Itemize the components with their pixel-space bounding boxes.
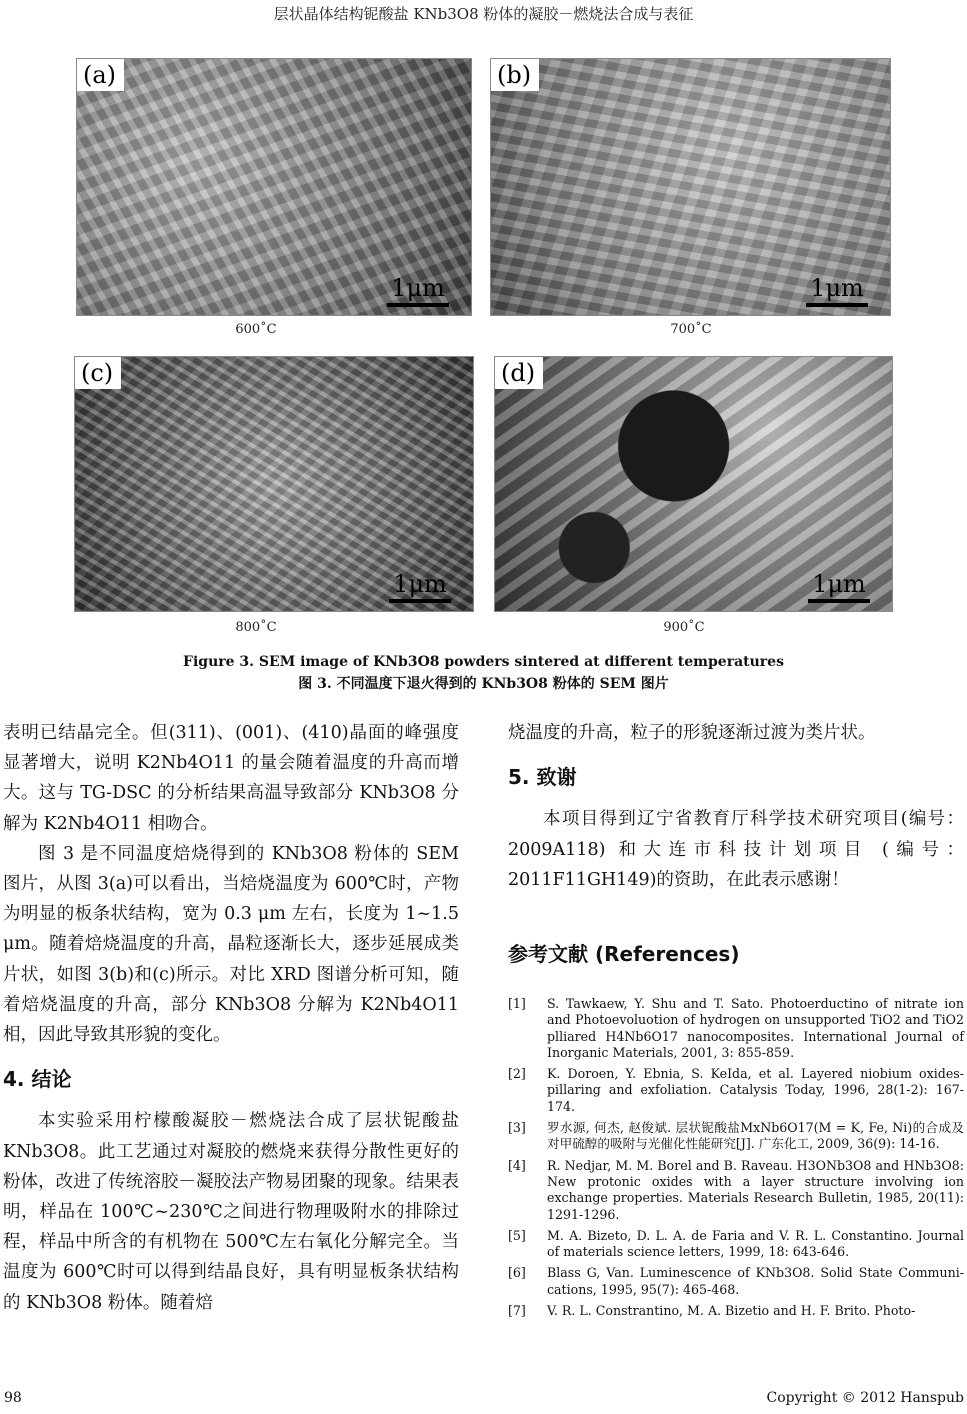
reference-item [508, 1120, 964, 1153]
reference-text: 罗水源, 何杰, 赵俊斌. 层状铌酸盐MxNb6O17(M = K, Fe, Ni)的合成及对甲硫醇的吸附与光催化性能研究[J]. 广东化工, 2009, 36(9): 14-16. [547, 1120, 964, 1152]
sem-image-800 [74, 356, 474, 612]
paragraph: 本项目得到辽宁省教育厅科学技术研究项目(编号：2009A118) 和大连市科技计划项目 (编号：2011F11GH149)的资助，在此表示感谢！ [508, 809, 964, 890]
temperature-label: 900˚C [663, 620, 705, 635]
scale-bar [389, 571, 451, 603]
scale-label: 1μm [812, 570, 866, 598]
right-column [508, 718, 964, 969]
reference-item [508, 1303, 964, 1319]
reference-text: S. Tawkaew, Y. Shu and T. Sato. Photoerductino of nitrate ion and Photoevoluotion of hydrogen on unsupported TiO2 and TiO2 plliared H4Nb6O17 nanocomposites. International Journal of Inorganic Materials, 2001, 3: 855-859. [547, 996, 964, 1060]
reference-item [508, 1158, 964, 1223]
left-column [3, 718, 459, 1318]
reference-number: [4] [508, 1157, 526, 1173]
panel-label: (b) [491, 59, 539, 91]
paragraph: 烧温度的升高，粒子的形貌逐渐过渡为类片状。 [508, 723, 876, 743]
scale-bar [806, 275, 868, 307]
scale-label: 1μm [391, 274, 445, 302]
scale-bar [387, 275, 449, 307]
paragraph: 本实验采用柠檬酸凝胶－燃烧法合成了层状铌酸盐 KNb3O8。此工艺通过对凝胶的燃烧来获得分散性更好的粉体，改进了传统溶胶－凝胶法产物易团聚的现象。结果表明，样品在 100℃~230℃之间进行物理吸附水的排除过程，样品中所含的有机物在 500℃左右氧化分解完全。当温度为 600℃时可以得到结晶良好，具有明显板条状结构的 KNb3O8 粉体。随着焙 [3, 1111, 459, 1313]
reference-item [508, 996, 964, 1061]
reference-text: K. Doroen, Y. Ebnia, S. KeIda, et al. Layered niobium oxides-pillaring and exfoliation. Catalysis Today, 1996, 28(1-2): 167-174. [547, 1066, 964, 1114]
sem-image-600 [76, 58, 472, 316]
section-heading: 4. 结论 [3, 1067, 72, 1092]
sem-image-900 [494, 356, 893, 612]
temperature-label: 600˚C [235, 322, 277, 337]
figure-caption-en: Figure 3. SEM image of KNb3O8 powders sintered at different temperatures [183, 654, 784, 670]
reference-text: V. R. L. Constrantino, M. A. Bizetio and H. F. Brito. Photo- [547, 1303, 916, 1319]
reference-item [508, 1066, 964, 1115]
panel-label: (a) [77, 59, 124, 91]
scale-bar [808, 571, 870, 603]
sem-image-700 [490, 58, 891, 316]
paragraph: 表明已结晶完全。但(311)、(001)、(410)晶面的峰强度显著增大，说明 K2Nb4O11 的量会随着温度的升高而增大。这与 TG-DSC 的分析结果高温导致部分 KNb3O8 分解为 K2Nb4O11 相吻合。 [3, 723, 459, 834]
page-number: 98 [4, 1390, 22, 1406]
copyright: Copyright © 2012 Hanspub [766, 1390, 964, 1406]
reference-item [508, 1228, 964, 1261]
temperature-label: 800˚C [235, 620, 277, 635]
reference-text: Blass G, Van. Luminescence of KNb3O8. Solid State Communi-cations, 1995, 95(7): 465-468. [547, 1265, 964, 1297]
reference-list [508, 996, 964, 1324]
reference-text: R. Nedjar, M. M. Borel and B. Raveau. H3ONb3O8 and HNb3O8: New protonic oxides with a layer structure involving ion exchange properties. Materials Research Bulletin, 1985, 20(11): 1291-1296. [547, 1157, 964, 1222]
temperature-label: 700˚C [670, 322, 712, 337]
paragraph: 图 3 是不同温度焙烧得到的 KNb3O8 粉体的 SEM 图片，从图 3(a)可以看出，当焙烧温度为 600℃时，产物为明显的板条状结构，宽为 0.3 μm 左右，长度为 1~1.5 μm。随着焙烧温度的升高，晶粒逐渐长大，逐步延展成类片状，如图 3(b)和(c)所示。对比 XRD 图谱分析可知，随着焙烧温度的升高，部分 KNb3O8 分解为 K2Nb4O11 相，因此导致其形貌的变化。 [3, 843, 459, 1046]
panel-label: (c) [75, 357, 121, 389]
reference-number: [1] [508, 996, 526, 1011]
reference-number: [6] [508, 1265, 526, 1281]
reference-number: [5] [508, 1227, 526, 1243]
reference-item [508, 1265, 964, 1298]
section-heading: 5. 致谢 [508, 765, 577, 790]
scale-label: 1μm [810, 274, 864, 302]
reference-text: M. A. Bizeto, D. L. A. de Faria and V. R. L. Constantino. Journal of materials science letters, 1999, 18: 643-646. [547, 1227, 964, 1260]
panel-label: (d) [495, 357, 543, 389]
reference-number: [2] [508, 1066, 526, 1082]
reference-number: [3] [508, 1120, 526, 1136]
running-header: 层状晶体结构铌酸盐 KNb3O8 粉体的凝胶－燃烧法合成与表征 [273, 5, 694, 23]
references-heading: 参考文献 (References) [508, 942, 740, 967]
reference-number: [7] [508, 1303, 526, 1319]
figure-caption-cn: 图 3. 不同温度下退火得到的 KNb3O8 粉体的 SEM 图片 [298, 676, 669, 692]
scale-label: 1μm [393, 570, 447, 598]
